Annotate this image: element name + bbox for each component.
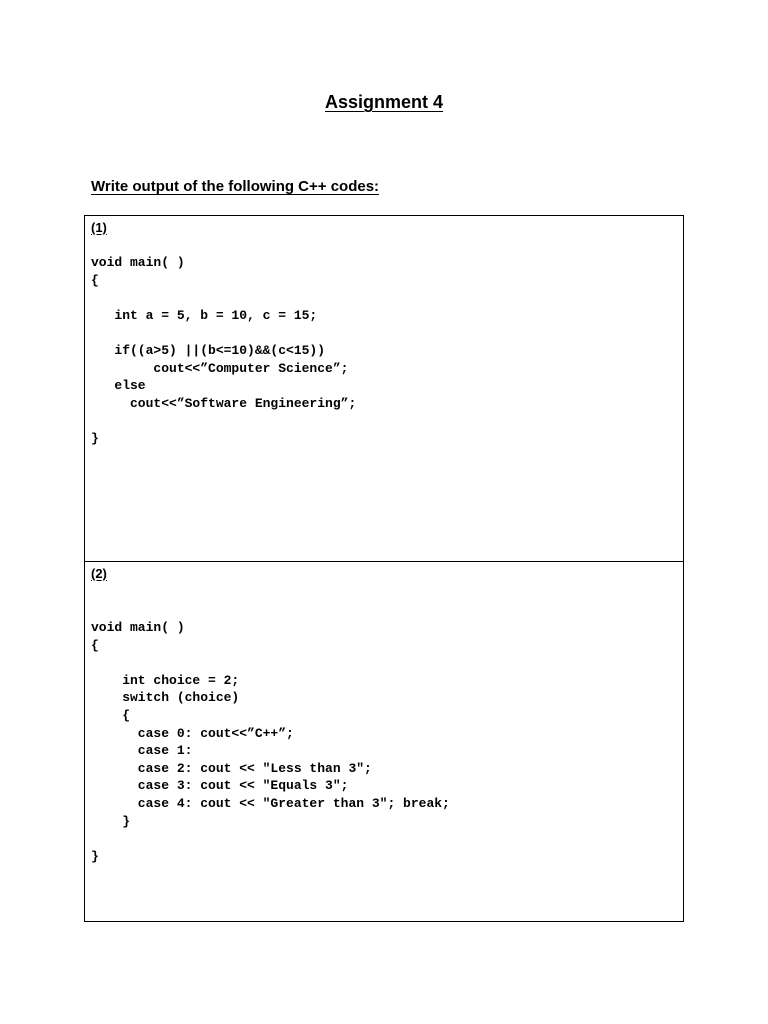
question-1-code: [91, 254, 356, 448]
code-line: case 0: cout<<”C++”;: [91, 725, 294, 741]
code-line: }: [91, 848, 99, 864]
question-2-number: (2): [91, 566, 107, 581]
code-line: [91, 289, 356, 307]
code-line: [91, 324, 356, 342]
code-line: {: [91, 707, 131, 723]
code-line: }: [91, 430, 99, 446]
code-line: cout<<”Software Engineering”;: [91, 395, 357, 411]
code-line: case 3: cout << "Equals 3";: [91, 778, 349, 794]
code-line: switch (choice): [91, 690, 240, 706]
code-line: case 2: cout << "Less than 3";: [91, 760, 372, 776]
code-line: void main( ): [91, 255, 185, 270]
code-line: [91, 830, 450, 848]
code-line: }: [91, 813, 131, 829]
page-title: Assignment 4: [324, 92, 444, 112]
instruction-heading: Write output of the following C++ codes:: [91, 178, 380, 195]
question-1-number: (1): [91, 220, 107, 235]
code-line: cout<<”Computer Science”;: [91, 360, 349, 376]
code-line: {: [91, 637, 99, 653]
question-2-box: [84, 561, 684, 922]
code-line: int choice = 2;: [91, 672, 240, 688]
code-line: {: [91, 272, 99, 288]
code-line: [91, 654, 450, 672]
code-line: else: [91, 378, 146, 394]
code-line: [91, 412, 356, 430]
code-line: void main( ): [91, 620, 185, 635]
question-2-code: [91, 619, 450, 865]
code-line: case 4: cout << "Greater than 3"; break;: [91, 795, 450, 811]
code-line: if((a>5) ||(b<=10)&&(c<15)): [91, 342, 326, 358]
code-line: int a = 5, b = 10, c = 15;: [91, 307, 318, 323]
question-1-box: [84, 215, 684, 562]
code-line: case 1:: [91, 743, 193, 759]
